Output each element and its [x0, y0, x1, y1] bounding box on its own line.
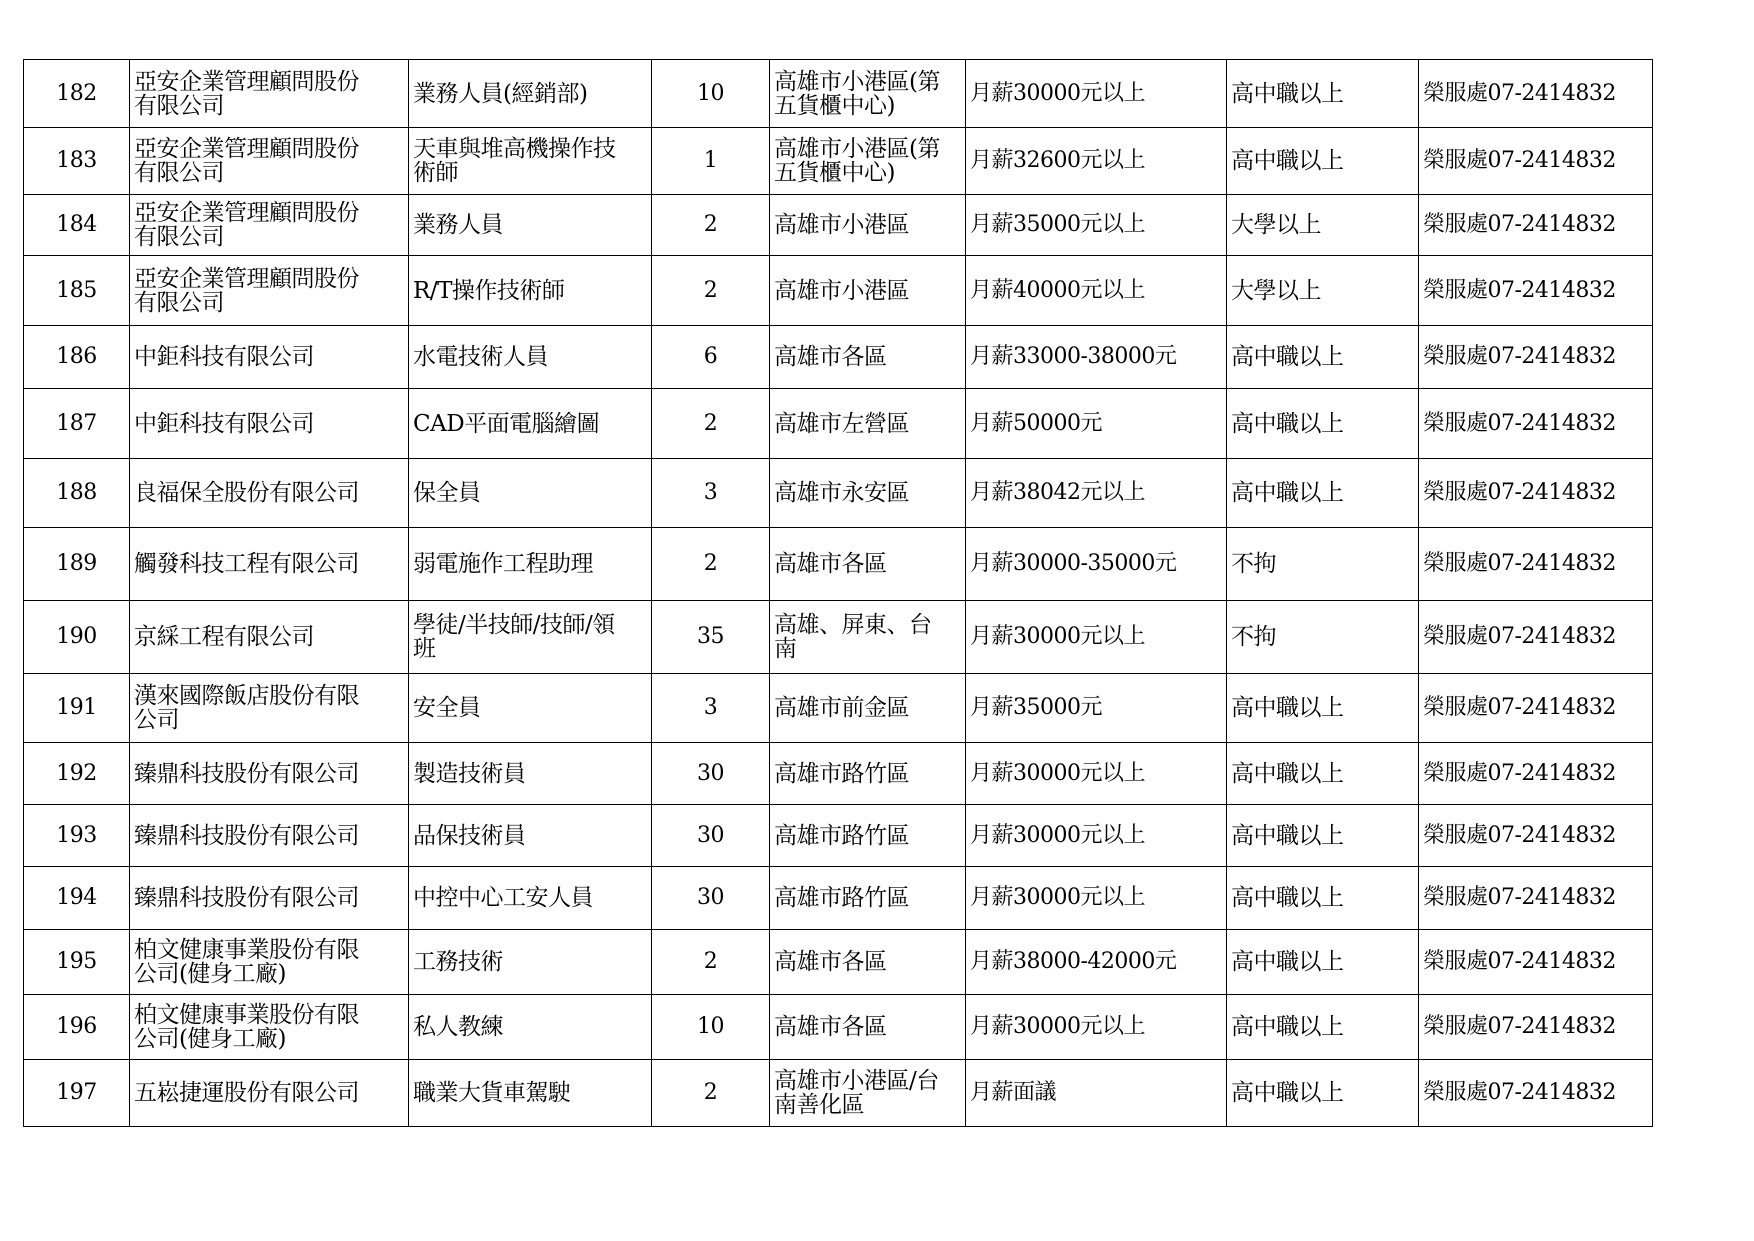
table-row: [24, 674, 1653, 743]
company-name-cell: 臻鼎科技股份有限公司: [130, 805, 409, 867]
table-row: [24, 930, 1653, 995]
contact-cell: 榮服處07-2414832: [1419, 528, 1653, 601]
work-location-cell: 高雄市小港區: [770, 195, 966, 256]
job-position-cell: 安全員: [409, 674, 652, 743]
row-number-cell: 195: [24, 930, 130, 995]
table-row: [24, 326, 1653, 389]
salary-cell: 月薪30000元以上: [966, 805, 1227, 867]
headcount-cell: 2: [652, 195, 770, 256]
work-location-cell: 高雄市路竹區: [770, 867, 966, 930]
company-name-cell: 亞安企業管理顧問股份 有限公司: [130, 256, 409, 326]
headcount-cell: 2: [652, 528, 770, 601]
headcount-cell: 30: [652, 805, 770, 867]
work-location-cell: 高雄市各區: [770, 930, 966, 995]
education-requirement-cell: 高中職以上: [1227, 995, 1419, 1060]
job-position-cell: R/T操作技術師: [409, 256, 652, 326]
work-location-cell: 高雄市前金區: [770, 674, 966, 743]
salary-cell: 月薪38042元以上: [966, 459, 1227, 528]
education-requirement-cell: 大學以上: [1227, 256, 1419, 326]
education-requirement-cell: 不拘: [1227, 601, 1419, 674]
table-row: [24, 60, 1653, 128]
salary-cell: 月薪30000元以上: [966, 601, 1227, 674]
table-row: [24, 1060, 1653, 1127]
job-position-cell: 天車與堆高機操作技 術師: [409, 128, 652, 195]
education-requirement-cell: 高中職以上: [1227, 459, 1419, 528]
row-number-cell: 191: [24, 674, 130, 743]
headcount-cell: 30: [652, 867, 770, 930]
company-name-cell: 臻鼎科技股份有限公司: [130, 743, 409, 805]
contact-cell: 榮服處07-2414832: [1419, 743, 1653, 805]
headcount-cell: 6: [652, 326, 770, 389]
education-requirement-cell: 高中職以上: [1227, 389, 1419, 459]
company-name-cell: 亞安企業管理顧問股份 有限公司: [130, 128, 409, 195]
salary-cell: 月薪40000元以上: [966, 256, 1227, 326]
table-row: [24, 256, 1653, 326]
headcount-cell: 1: [652, 128, 770, 195]
headcount-cell: 3: [652, 459, 770, 528]
education-requirement-cell: 高中職以上: [1227, 743, 1419, 805]
table-row: [24, 389, 1653, 459]
work-location-cell: 高雄市永安區: [770, 459, 966, 528]
contact-cell: 榮服處07-2414832: [1419, 1060, 1653, 1127]
work-location-cell: 高雄市小港區(第 五貨櫃中心): [770, 128, 966, 195]
education-requirement-cell: 高中職以上: [1227, 326, 1419, 389]
row-number-cell: 189: [24, 528, 130, 601]
table-row: [24, 743, 1653, 805]
row-number-cell: 182: [24, 60, 130, 128]
education-requirement-cell: 高中職以上: [1227, 128, 1419, 195]
row-number-cell: 187: [24, 389, 130, 459]
job-position-cell: 業務人員: [409, 195, 652, 256]
contact-cell: 榮服處07-2414832: [1419, 389, 1653, 459]
row-number-cell: 188: [24, 459, 130, 528]
contact-cell: 榮服處07-2414832: [1419, 60, 1653, 128]
salary-cell: 月薪30000-35000元: [966, 528, 1227, 601]
work-location-cell: 高雄市小港區(第 五貨櫃中心): [770, 60, 966, 128]
salary-cell: 月薪35000元以上: [966, 195, 1227, 256]
row-number-cell: 192: [24, 743, 130, 805]
row-number-cell: 185: [24, 256, 130, 326]
education-requirement-cell: 高中職以上: [1227, 805, 1419, 867]
job-table-body: [24, 60, 1653, 1127]
company-name-cell: 亞安企業管理顧問股份 有限公司: [130, 60, 409, 128]
table-row: [24, 995, 1653, 1060]
contact-cell: 榮服處07-2414832: [1419, 128, 1653, 195]
salary-cell: 月薪30000元以上: [966, 995, 1227, 1060]
job-position-cell: 弱電施作工程助理: [409, 528, 652, 601]
work-location-cell: 高雄市各區: [770, 326, 966, 389]
education-requirement-cell: 不拘: [1227, 528, 1419, 601]
company-name-cell: 中鉅科技有限公司: [130, 326, 409, 389]
table-row: [24, 805, 1653, 867]
work-location-cell: 高雄、屏東、台 南: [770, 601, 966, 674]
education-requirement-cell: 高中職以上: [1227, 867, 1419, 930]
education-requirement-cell: 高中職以上: [1227, 1060, 1419, 1127]
company-name-cell: 柏文健康事業股份有限 公司(健身工廠): [130, 995, 409, 1060]
education-requirement-cell: 大學以上: [1227, 195, 1419, 256]
table-row: [24, 601, 1653, 674]
table-row: [24, 128, 1653, 195]
headcount-cell: 2: [652, 389, 770, 459]
headcount-cell: 2: [652, 1060, 770, 1127]
table-row: [24, 867, 1653, 930]
salary-cell: 月薪38000-42000元: [966, 930, 1227, 995]
job-position-cell: 製造技術員: [409, 743, 652, 805]
work-location-cell: 高雄市路竹區: [770, 743, 966, 805]
contact-cell: 榮服處07-2414832: [1419, 459, 1653, 528]
headcount-cell: 35: [652, 601, 770, 674]
job-position-cell: 學徒/半技師/技師/領 班: [409, 601, 652, 674]
row-number-cell: 197: [24, 1060, 130, 1127]
company-name-cell: 亞安企業管理顧問股份 有限公司: [130, 195, 409, 256]
salary-cell: 月薪50000元: [966, 389, 1227, 459]
headcount-cell: 10: [652, 60, 770, 128]
row-number-cell: 196: [24, 995, 130, 1060]
job-position-cell: 水電技術人員: [409, 326, 652, 389]
headcount-cell: 3: [652, 674, 770, 743]
work-location-cell: 高雄市左營區: [770, 389, 966, 459]
contact-cell: 榮服處07-2414832: [1419, 256, 1653, 326]
company-name-cell: 漢來國際飯店股份有限 公司: [130, 674, 409, 743]
job-position-cell: CAD平面電腦繪圖: [409, 389, 652, 459]
row-number-cell: 186: [24, 326, 130, 389]
contact-cell: 榮服處07-2414832: [1419, 995, 1653, 1060]
education-requirement-cell: 高中職以上: [1227, 930, 1419, 995]
company-name-cell: 良福保全股份有限公司: [130, 459, 409, 528]
table-row: [24, 195, 1653, 256]
job-listing-table: [23, 59, 1653, 1127]
company-name-cell: 中鉅科技有限公司: [130, 389, 409, 459]
headcount-cell: 2: [652, 930, 770, 995]
contact-cell: 榮服處07-2414832: [1419, 601, 1653, 674]
salary-cell: 月薪33000-38000元: [966, 326, 1227, 389]
company-name-cell: 京綵工程有限公司: [130, 601, 409, 674]
contact-cell: 榮服處07-2414832: [1419, 674, 1653, 743]
table-row: [24, 459, 1653, 528]
job-position-cell: 職業大貨車駕駛: [409, 1060, 652, 1127]
job-position-cell: 工務技術: [409, 930, 652, 995]
company-name-cell: 觸發科技工程有限公司: [130, 528, 409, 601]
education-requirement-cell: 高中職以上: [1227, 60, 1419, 128]
job-position-cell: 品保技術員: [409, 805, 652, 867]
salary-cell: 月薪30000元以上: [966, 867, 1227, 930]
row-number-cell: 194: [24, 867, 130, 930]
work-location-cell: 高雄市各區: [770, 528, 966, 601]
job-position-cell: 私人教練: [409, 995, 652, 1060]
contact-cell: 榮服處07-2414832: [1419, 930, 1653, 995]
table-row: [24, 528, 1653, 601]
salary-cell: 月薪35000元: [966, 674, 1227, 743]
company-name-cell: 柏文健康事業股份有限 公司(健身工廠): [130, 930, 409, 995]
work-location-cell: 高雄市小港區: [770, 256, 966, 326]
company-name-cell: 五崧捷運股份有限公司: [130, 1060, 409, 1127]
row-number-cell: 184: [24, 195, 130, 256]
headcount-cell: 30: [652, 743, 770, 805]
salary-cell: 月薪30000元以上: [966, 60, 1227, 128]
headcount-cell: 2: [652, 256, 770, 326]
job-position-cell: 保全員: [409, 459, 652, 528]
work-location-cell: 高雄市小港區/台 南善化區: [770, 1060, 966, 1127]
work-location-cell: 高雄市路竹區: [770, 805, 966, 867]
contact-cell: 榮服處07-2414832: [1419, 805, 1653, 867]
contact-cell: 榮服處07-2414832: [1419, 867, 1653, 930]
education-requirement-cell: 高中職以上: [1227, 674, 1419, 743]
company-name-cell: 臻鼎科技股份有限公司: [130, 867, 409, 930]
salary-cell: 月薪32600元以上: [966, 128, 1227, 195]
row-number-cell: 193: [24, 805, 130, 867]
salary-cell: 月薪30000元以上: [966, 743, 1227, 805]
work-location-cell: 高雄市各區: [770, 995, 966, 1060]
contact-cell: 榮服處07-2414832: [1419, 326, 1653, 389]
headcount-cell: 10: [652, 995, 770, 1060]
job-position-cell: 中控中心工安人員: [409, 867, 652, 930]
contact-cell: 榮服處07-2414832: [1419, 195, 1653, 256]
row-number-cell: 190: [24, 601, 130, 674]
job-position-cell: 業務人員(經銷部): [409, 60, 652, 128]
salary-cell: 月薪面議: [966, 1060, 1227, 1127]
row-number-cell: 183: [24, 128, 130, 195]
